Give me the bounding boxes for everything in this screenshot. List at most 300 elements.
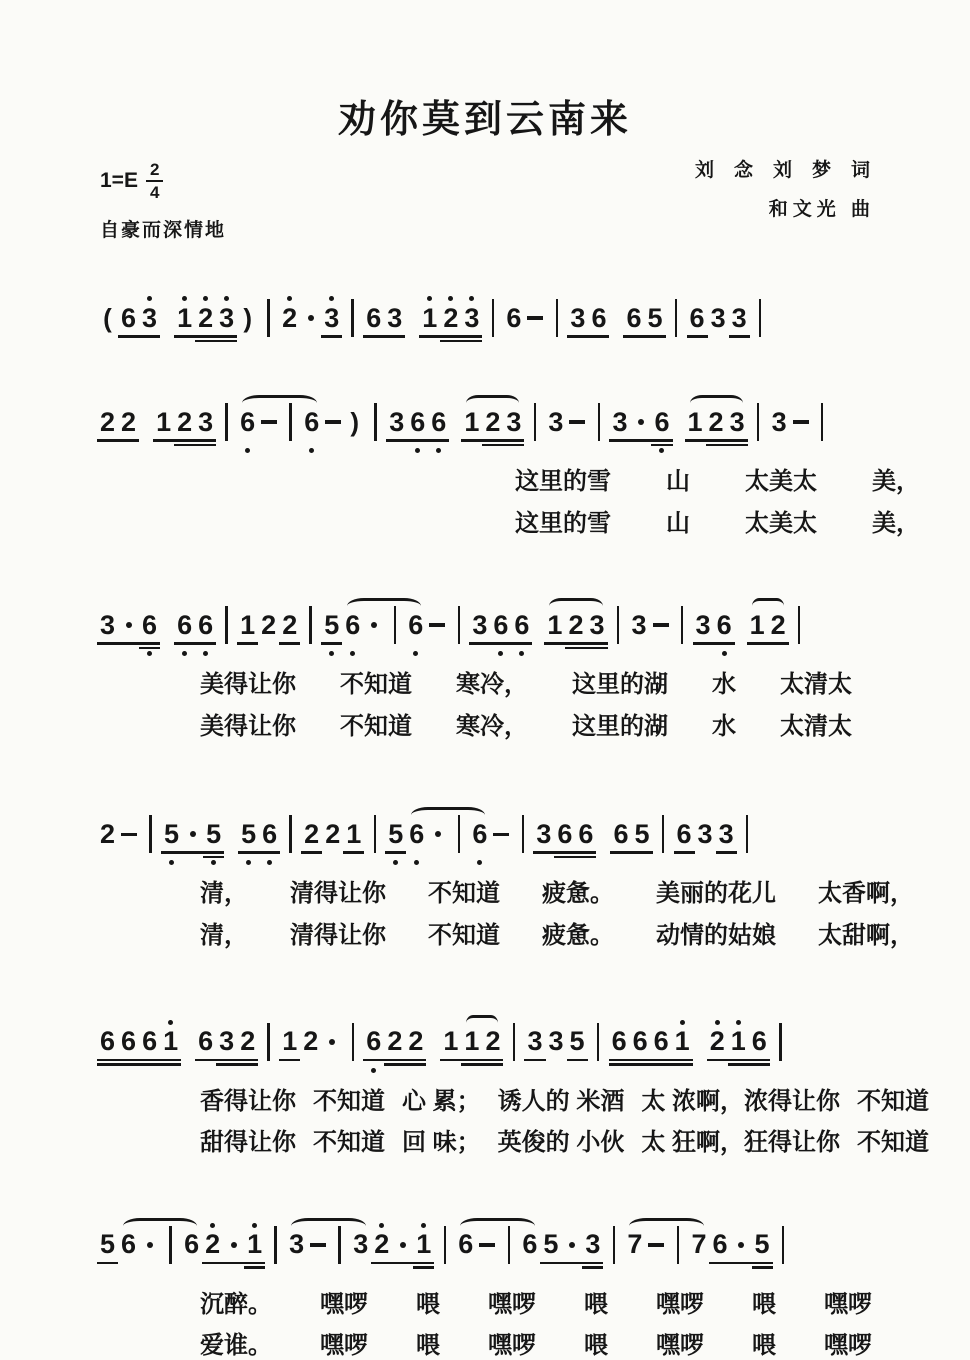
barline-icon — [606, 1221, 621, 1279]
barline-icon — [591, 398, 606, 456]
barline-icon — [261, 294, 276, 352]
spacer — [142, 398, 150, 399]
dash-continuation — [325, 398, 341, 456]
dash-continuation — [261, 398, 277, 456]
lyric-segment: 这里的雪 — [515, 468, 611, 495]
note-digit: 3 — [631, 609, 647, 640]
note-digit: 2 — [261, 609, 277, 640]
note-digit: 2 — [198, 294, 213, 352]
lyrics-row-2 — [200, 509, 920, 538]
barline-icon — [515, 810, 530, 868]
barline-icon — [740, 810, 755, 868]
notation-systems — [0, 276, 970, 1360]
dash-continuation — [569, 398, 585, 456]
lyric-segment: 嘿啰 — [320, 1332, 368, 1360]
melody-line — [100, 1203, 910, 1279]
note-digit: 1 — [750, 601, 765, 659]
note-digit: 3 — [219, 1018, 234, 1076]
dash-continuation — [527, 294, 543, 352]
dash-continuation — [648, 1221, 664, 1279]
lyric-segment: 嘿啰 — [824, 1290, 872, 1318]
note-digit: 3 — [548, 1026, 564, 1057]
lyric-segment: 山 — [666, 468, 690, 495]
lyric-segment: 水 — [712, 671, 736, 699]
augmentation-dot-icon — [395, 1221, 410, 1279]
barline-icon — [283, 398, 298, 456]
note-digit: 2 — [304, 810, 319, 868]
note-digit: 6 — [409, 810, 424, 868]
note-digit: 1 — [282, 1018, 297, 1076]
lyric-segment: 美， — [872, 468, 920, 495]
spacer — [612, 294, 620, 295]
spacer — [408, 294, 416, 295]
note-digit: 6 — [557, 810, 572, 868]
notation-system-2 — [100, 380, 920, 537]
notation-system-3 — [100, 583, 910, 740]
parenthesis: ) — [243, 303, 252, 333]
note-digit: 3 — [472, 601, 487, 659]
note-digit: 6 — [633, 1018, 648, 1076]
barline-icon — [792, 601, 807, 659]
note-digit: 6 — [262, 810, 277, 868]
note-digit: 6 — [408, 601, 423, 659]
note-digit: 3 — [142, 294, 157, 352]
melody-line — [100, 583, 910, 659]
augmentation-dot-icon — [430, 810, 445, 868]
note-digit: 2 — [710, 1018, 725, 1076]
note-digit: 6 — [472, 810, 487, 868]
lyric-segment: 山 — [666, 509, 690, 537]
spacer — [227, 810, 235, 811]
lyric-segment: 不知道 — [428, 921, 500, 949]
note-digit: 6 — [366, 1018, 381, 1076]
lyric-segment: 不知道 — [857, 1087, 930, 1115]
note-digit: 6 — [717, 601, 732, 659]
parenthesis: ) — [350, 407, 360, 437]
lyric-segment: 这里的雪 — [515, 509, 611, 537]
notation-system-6 — [100, 1203, 910, 1360]
note-digit: 6 — [654, 1018, 669, 1076]
melody-line — [100, 276, 910, 352]
lyrics-row-1 — [200, 671, 910, 699]
note-digit: 2 — [121, 398, 136, 456]
note-digit: 5 — [755, 1221, 770, 1279]
augmentation-dot-icon — [633, 398, 648, 456]
page-title: 劝你莫到云南来 — [337, 99, 632, 141]
note-digit: 1 — [346, 810, 361, 868]
note-digit: 1 — [240, 601, 255, 659]
parenthesis: ( — [103, 303, 112, 333]
notation-system-4 — [100, 792, 914, 949]
note-digit: 1 — [177, 294, 192, 352]
note-digit: 5 — [100, 1221, 115, 1279]
note-digit: 5 — [648, 294, 663, 352]
note-digit: 2 — [387, 1018, 402, 1076]
note-digit: 7 — [627, 1229, 643, 1260]
note-digit: 1 — [443, 1018, 458, 1076]
note-digit: 3 — [219, 294, 234, 352]
lyrics-row-2 — [200, 713, 910, 741]
lyrics-row-1 — [200, 1291, 910, 1319]
note-digit: 3 — [730, 398, 745, 456]
note-digit: 2 — [100, 818, 116, 849]
note-digit: 6 — [591, 294, 606, 352]
barline-icon — [773, 1018, 788, 1076]
lyric-segment: 嘿啰 — [824, 1332, 872, 1360]
spacer — [163, 601, 171, 602]
barline-icon — [219, 398, 234, 456]
note-digit: 2 — [771, 601, 786, 659]
barline-icon — [219, 601, 234, 659]
note-digit: 7 — [691, 1229, 707, 1260]
dash-continuation — [653, 601, 669, 659]
header-right — [694, 160, 890, 220]
barline-icon — [675, 601, 690, 659]
lyric-segment: 寒冷， — [456, 671, 528, 699]
note-digit: 3 — [387, 294, 402, 352]
meter-numerator: 2 — [146, 161, 163, 182]
header-left — [100, 161, 226, 242]
lyric-segment: 这里的湖 — [572, 671, 668, 699]
lyric-segment: 清， — [200, 880, 248, 908]
note-digit: 6 — [712, 1221, 727, 1279]
spacer — [599, 810, 607, 811]
augmentation-dot-icon — [226, 1221, 241, 1279]
spacer — [676, 398, 682, 399]
barline-icon — [611, 601, 626, 659]
note-digit: 1 — [247, 1221, 262, 1279]
barline-icon — [261, 1018, 276, 1076]
note-digit: 6 — [142, 601, 157, 659]
note-digit: 3 — [527, 1018, 542, 1076]
lyric-segment: 嘿啰 — [656, 1332, 704, 1360]
lyrics-row-2 — [200, 921, 914, 950]
note-digit: 3 — [697, 818, 713, 849]
meter-denominator: 4 — [149, 183, 160, 202]
slur-tie-arc — [458, 1221, 537, 1279]
lyric-segment: 美得让你 — [200, 671, 296, 699]
lyric-segment: 诱人的 米酒 — [497, 1087, 625, 1115]
note-digit: 6 — [142, 1018, 157, 1076]
slur-tie-arc — [464, 1018, 500, 1076]
note-digit: 6 — [677, 810, 692, 868]
lyrics-row-1 — [200, 468, 920, 496]
barline-icon — [345, 1018, 360, 1076]
barline-icon — [451, 601, 466, 659]
barline-icon — [751, 398, 766, 456]
notation-system-1 — [100, 276, 910, 352]
lyric-segment: 不知道 — [857, 1129, 930, 1157]
lyric-segment: 太香啊， — [818, 880, 914, 908]
barline-icon — [437, 1221, 452, 1279]
slur-tie-arc — [409, 810, 487, 868]
lyric-segment: 喂 — [752, 1290, 776, 1318]
barline-icon — [283, 810, 298, 868]
note-digit: 6 — [366, 294, 381, 352]
slur-tie-arc — [345, 601, 423, 659]
note-digit: 3 — [771, 406, 787, 437]
lyric-segment: 不知道 — [340, 671, 412, 699]
lyric-segment: 太清太 — [780, 712, 852, 740]
spacer — [696, 1018, 704, 1019]
barline-icon — [591, 1018, 606, 1076]
note-digit: 6 — [240, 398, 255, 456]
augmentation-dot-icon — [121, 601, 136, 659]
augmentation-dot-icon — [734, 1221, 749, 1279]
augmentation-dot-icon — [142, 1221, 157, 1279]
note-digit: 5 — [241, 810, 256, 868]
augmentation-dot-icon — [185, 810, 200, 868]
note-digit: 2 — [240, 1018, 255, 1076]
note-digit: 6 — [410, 398, 425, 456]
note-digit: 1 — [416, 1221, 431, 1279]
spacer — [738, 601, 744, 602]
barline-icon — [303, 601, 318, 659]
note-digit: 1 — [688, 398, 703, 456]
note-digit: 6 — [654, 398, 669, 456]
slur-tie-arc — [750, 601, 786, 659]
note-digit: 2 — [177, 398, 192, 456]
lyric-segment: 爱谁。 — [200, 1332, 272, 1360]
note-digit: 3 — [548, 406, 564, 437]
augmentation-dot-icon — [324, 1018, 339, 1076]
note-digit: 3 — [353, 1229, 369, 1260]
lyric-segment: 清， — [200, 921, 248, 949]
barline-icon — [656, 810, 671, 868]
composer-credit: 和文光 曲 — [768, 199, 875, 220]
lyric-segment: 动情的姑娘 — [656, 921, 776, 949]
note-digit: 3 — [570, 294, 585, 352]
note-digit: 3 — [710, 302, 726, 333]
note-digit: 2 — [485, 398, 500, 456]
dash-continuation — [479, 1221, 495, 1279]
lyrics-row-2 — [200, 1332, 910, 1360]
note-digit: 6 — [100, 1018, 115, 1076]
lyric-segment: 寒冷， — [456, 712, 528, 740]
note-digit: 2 — [485, 1018, 500, 1076]
key-signature: 1=E — [100, 169, 138, 192]
note-digit: 3 — [732, 294, 747, 352]
note-digit: 1 — [464, 1018, 479, 1076]
melody-line — [100, 1000, 910, 1076]
note-digit: 5 — [634, 810, 649, 868]
note-digit: 3 — [585, 1221, 600, 1279]
slur-tie-arc — [289, 1221, 368, 1279]
lyric-segment: 喂 — [584, 1290, 608, 1318]
dash-continuation — [121, 810, 137, 868]
lyric-segment: 太美太 — [745, 468, 817, 495]
lyric-segment: 嘿啰 — [656, 1290, 704, 1318]
note-digit: 3 — [612, 398, 627, 456]
barline-icon — [368, 398, 383, 456]
key-and-meter — [100, 161, 226, 201]
note-digit: 6 — [121, 294, 136, 352]
note-digit: 6 — [506, 302, 522, 333]
lyric-segment: 嘿啰 — [320, 1290, 368, 1318]
augmentation-dot-icon — [366, 601, 381, 659]
melody-line — [100, 792, 910, 868]
note-digit: 6 — [578, 810, 593, 868]
augmentation-dot-icon — [303, 294, 318, 352]
barline-icon — [367, 810, 382, 868]
note-digit: 5 — [164, 810, 179, 868]
slur-tie-arc — [627, 1221, 706, 1279]
note-digit: 2 — [709, 398, 724, 456]
note-digit: 5 — [388, 810, 403, 868]
header-meta — [100, 160, 890, 242]
note-digit: 2 — [443, 294, 458, 352]
lyric-segment: 喂 — [752, 1332, 776, 1360]
note-digit: 6 — [612, 1018, 627, 1076]
barline-icon — [345, 294, 360, 352]
dash-continuation — [429, 601, 445, 659]
note-digit: 6 — [184, 1229, 200, 1260]
barline-icon — [451, 810, 466, 868]
slur-tie-arc — [688, 398, 745, 456]
note-digit: 3 — [324, 294, 339, 352]
note-digit: 1 — [422, 294, 437, 352]
note-digit: 6 — [514, 601, 529, 659]
note-digit: 2 — [325, 818, 341, 849]
note-digit: 3 — [696, 601, 711, 659]
note-digit: 1 — [675, 1018, 690, 1076]
note-digit: 2 — [568, 601, 583, 659]
barline-icon — [268, 1221, 283, 1279]
note-digit: 3 — [100, 601, 115, 659]
note-digit: 3 — [589, 601, 604, 659]
note-digit: 3 — [506, 398, 521, 456]
barline-icon — [527, 398, 542, 456]
lyric-segment: 不知道 — [428, 880, 500, 908]
lyric-segment: 嘿啰 — [488, 1290, 536, 1318]
barline-icon — [485, 294, 500, 352]
slur-tie-arc — [121, 1221, 199, 1279]
note-digit: 6 — [345, 601, 360, 659]
melody-line — [100, 380, 910, 456]
lyric-segment: 英俊的 小伙 — [497, 1129, 625, 1157]
note-digit: 6 — [626, 294, 641, 352]
lyric-segment: 太 浓啊，浓得让你 — [641, 1087, 841, 1115]
lyric-segment: 不知道 — [313, 1129, 385, 1157]
barline-icon — [163, 1221, 178, 1279]
lyric-segment: 太 狂啊，狂得让你 — [641, 1129, 841, 1157]
note-digit: 6 — [177, 601, 192, 659]
lyric-segment: 喂 — [416, 1332, 440, 1360]
spacer — [184, 1018, 192, 1019]
lyric-segment: 心 累； — [402, 1087, 481, 1115]
lyric-segment: 这里的湖 — [572, 712, 668, 740]
expression-marking: 自豪而深情地 — [100, 220, 227, 241]
barline-icon — [669, 294, 684, 352]
barline-icon — [387, 601, 402, 659]
note-digit: 6 — [493, 601, 508, 659]
lyric-segment: 香得让你 — [200, 1087, 296, 1115]
spacer — [429, 1018, 437, 1019]
lyrics-row-1 — [200, 1087, 930, 1116]
notation-system-5 — [100, 1000, 930, 1157]
lyric-segment: 美得让你 — [200, 712, 296, 740]
barline-icon — [753, 294, 768, 352]
lyric-segment: 清得让你 — [290, 921, 386, 949]
note-digit: 3 — [536, 810, 551, 868]
spacer — [452, 398, 458, 399]
note-digit: 6 — [198, 601, 213, 659]
lyric-segment: 喂 — [416, 1290, 440, 1318]
lyric-segment: 喂 — [584, 1332, 608, 1360]
slur-tie-arc — [547, 601, 604, 659]
note-digit: 2 — [282, 601, 297, 659]
note-digit: 5 — [324, 601, 339, 659]
note-digit: 2 — [374, 1221, 389, 1279]
note-digit: 6 — [304, 398, 319, 456]
slur-tie-arc — [464, 398, 521, 456]
sheet-music-page — [0, 88, 970, 1360]
lyric-segment: 太清太 — [780, 671, 852, 699]
lyric-segment: 太甜啊， — [818, 921, 914, 949]
note-digit: 6 — [522, 1229, 538, 1260]
lyric-segment: 疲惫。 — [542, 880, 614, 908]
note-digit: 2 — [205, 1221, 220, 1279]
barline-icon — [143, 810, 158, 868]
lyric-segment: 清得让你 — [290, 880, 386, 908]
dash-continuation — [310, 1221, 326, 1279]
note-digit: 1 — [163, 1018, 178, 1076]
lyric-segment: 美丽的花儿 — [656, 880, 776, 908]
note-digit: 2 — [282, 294, 297, 352]
note-digit: 3 — [719, 810, 734, 868]
note-digit: 1 — [464, 398, 479, 456]
lyric-segment: 沉醉。 — [200, 1290, 272, 1318]
note-digit: 6 — [121, 1229, 137, 1260]
dash-continuation — [793, 398, 809, 456]
note-digit: 5 — [570, 1018, 585, 1076]
time-signature — [146, 161, 163, 201]
note-digit: 6 — [690, 294, 705, 352]
note-digit: 2 — [408, 1018, 423, 1076]
spacer — [535, 601, 541, 602]
note-digit: 1 — [731, 1018, 746, 1076]
note-digit: 6 — [198, 1018, 213, 1076]
note-digit: 6 — [613, 810, 628, 868]
barline-icon — [670, 1221, 685, 1279]
note-digit: 5 — [543, 1221, 558, 1279]
note-digit: 6 — [431, 398, 446, 456]
note-digit: 3 — [389, 398, 404, 456]
lyric-segment: 嘿啰 — [488, 1332, 536, 1360]
lyrics-row-2 — [200, 1129, 930, 1157]
lyrics-row-1 — [200, 880, 914, 908]
note-digit: 1 — [156, 398, 171, 456]
note-digit: 3 — [198, 398, 213, 456]
lyricist-credit: 刘念刘梦词 — [694, 160, 890, 181]
note-digit: 2 — [303, 1026, 319, 1057]
barline-icon — [506, 1018, 521, 1076]
dash-continuation — [493, 810, 509, 868]
barline-icon — [549, 294, 564, 352]
lyric-segment: 回 味； — [402, 1129, 481, 1157]
lyric-segment: 美， — [872, 509, 920, 537]
barline-icon — [332, 1221, 347, 1279]
lyric-segment: 太美太 — [745, 509, 817, 537]
lyric-segment: 疲惫。 — [542, 921, 614, 949]
note-digit: 1 — [547, 601, 562, 659]
lyric-segment: 不知道 — [313, 1087, 385, 1115]
note-digit: 5 — [206, 810, 221, 868]
augmentation-dot-icon — [564, 1221, 579, 1279]
note-digit: 6 — [121, 1018, 136, 1076]
barline-icon — [501, 1221, 516, 1279]
lyric-segment: 不知道 — [340, 712, 412, 740]
